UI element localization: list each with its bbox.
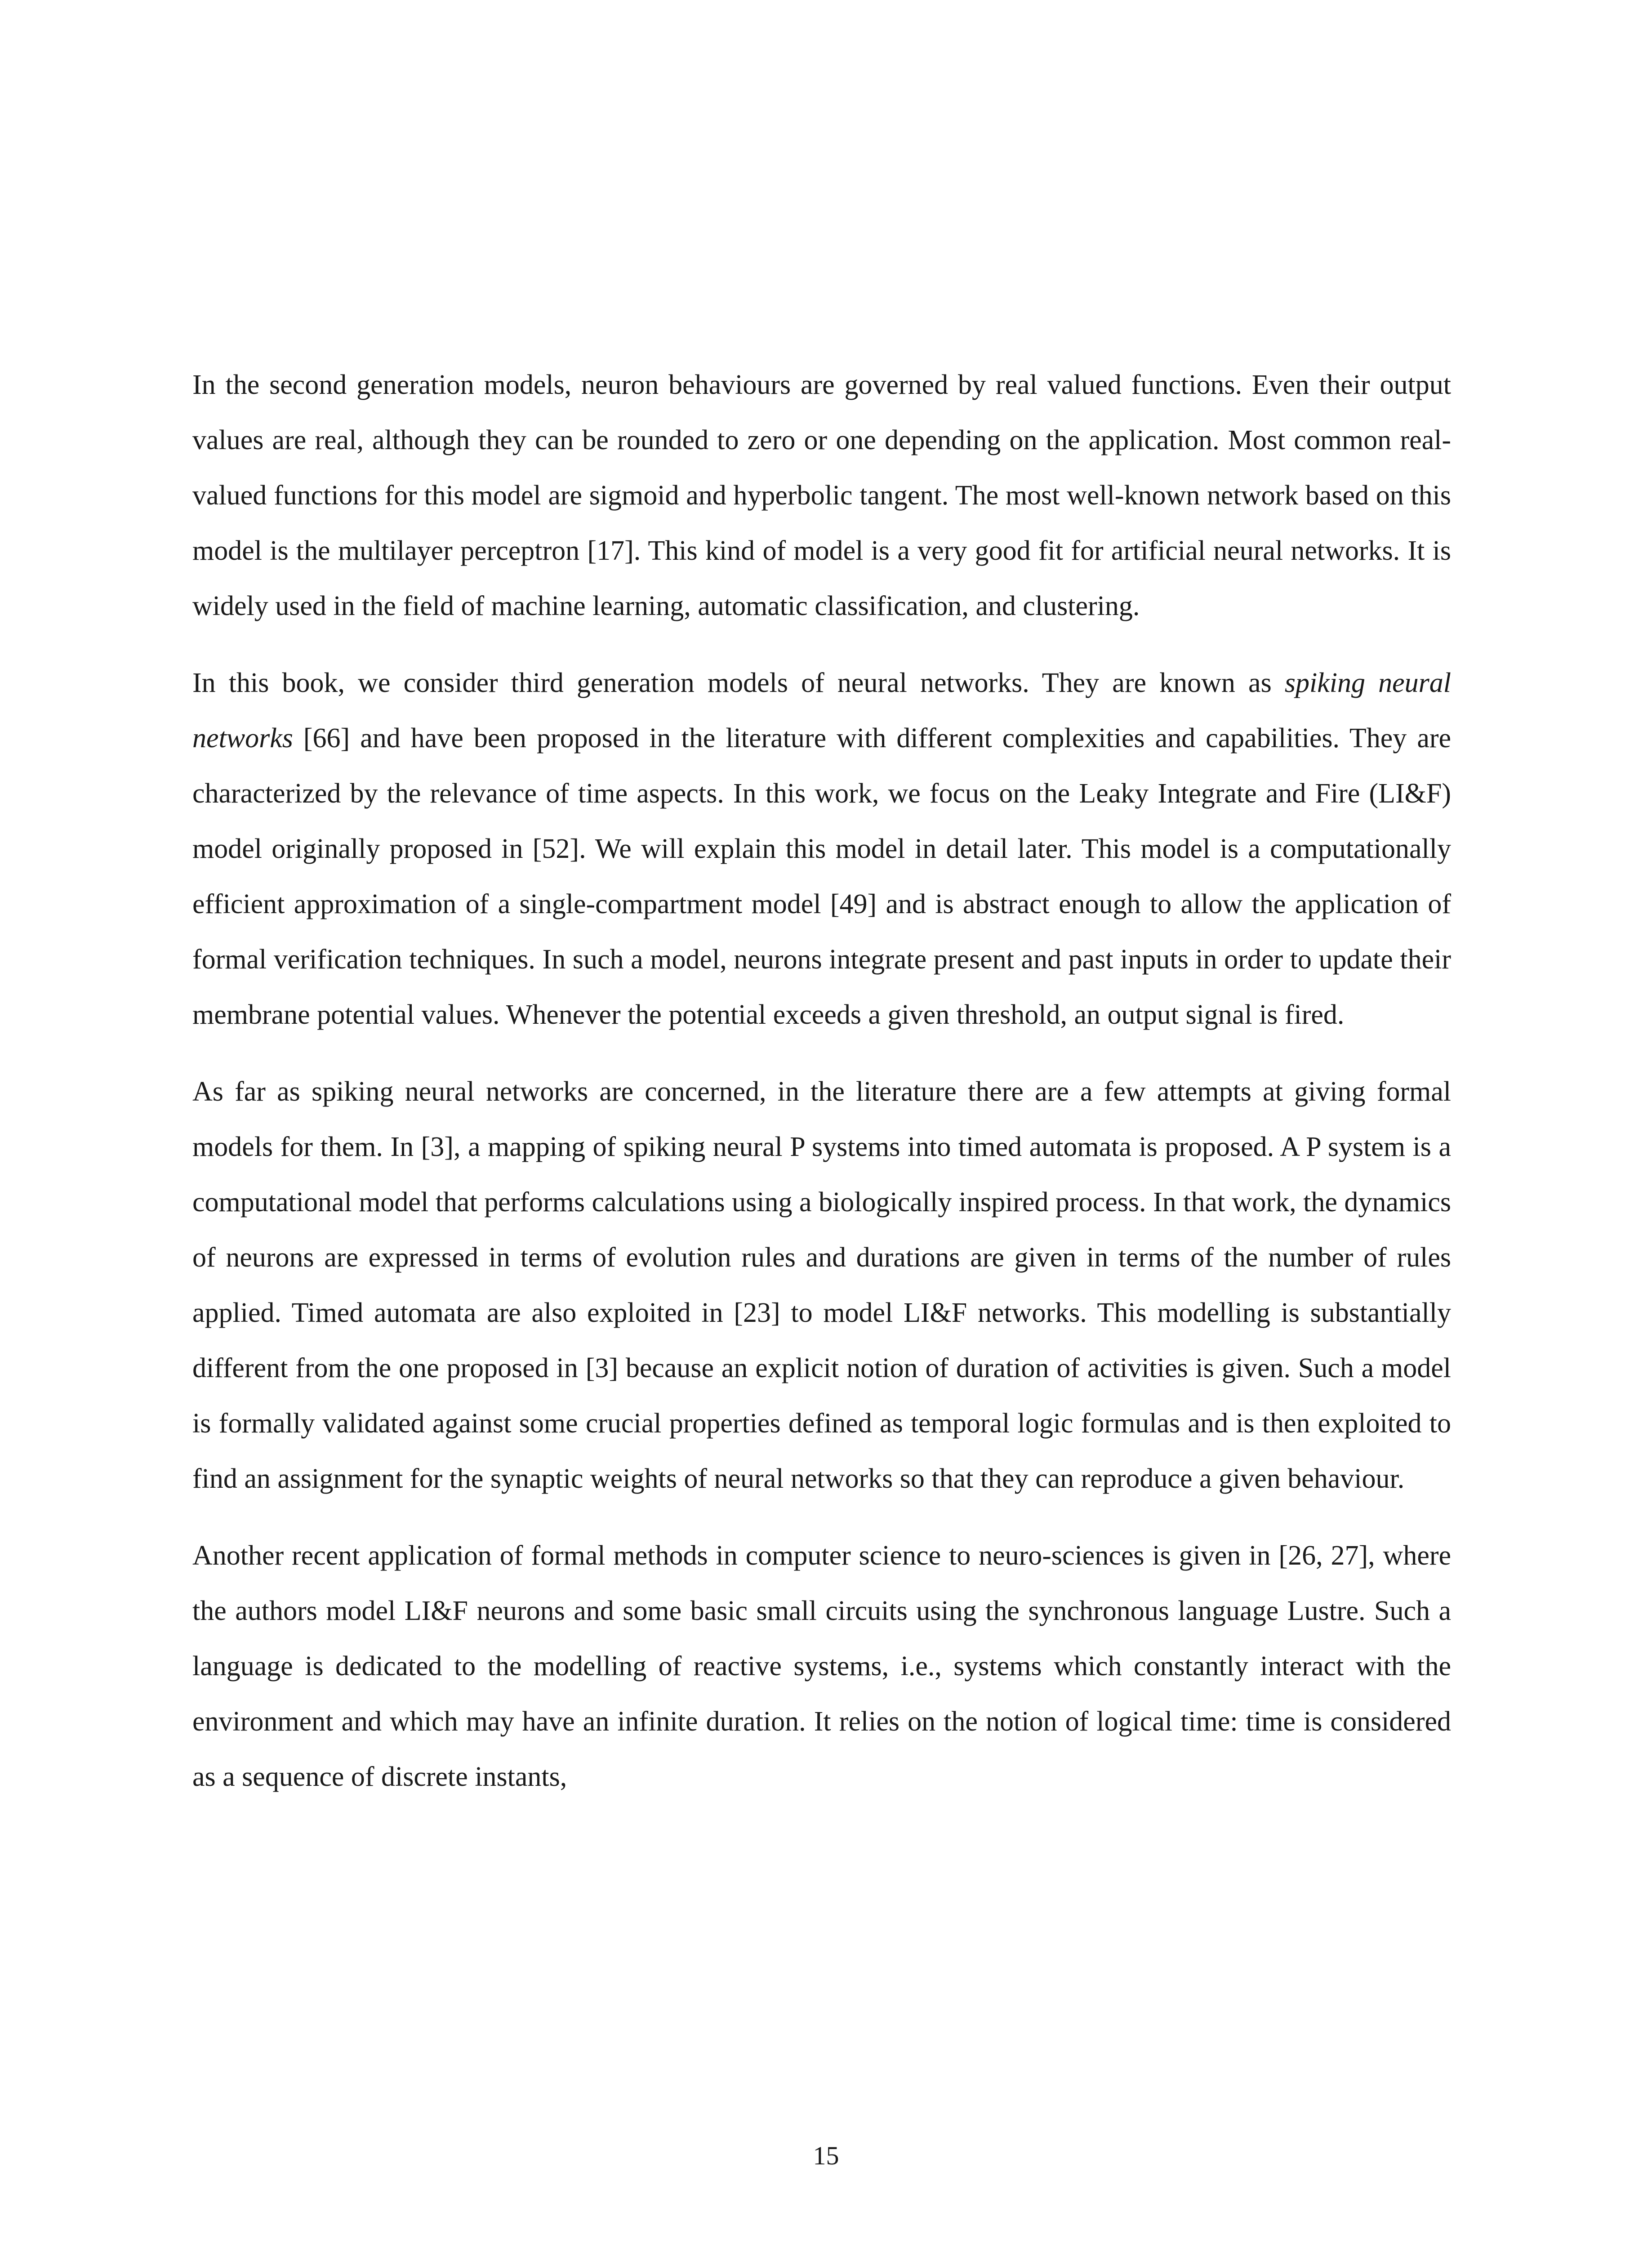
- paragraph-text: [66] and have been proposed in the literature with different complexities and capabilities. They are characterized by the relevance of time aspects. In this work, we focus on the Leaky Integrate and Fire (LI&F) model originally proposed in [52]. We will explain this model in detail later. This model is a computationally efficient approximation of a single-compartment model [49] and is abstract enough to allow the application of formal verification techniques. In such a model, neurons integrate present and past inputs in order to update their membrane potential values. Whenever the potential exceeds a given threshold, an output signal is fired.: [192, 723, 1451, 1030]
- paragraph-third-generation-models: [192, 656, 1451, 1043]
- paragraph-text: As far as spiking neural networks are concerned, in the literature there are a few attempts at giving formal models for them. In [3], a mapping of spiking neural P systems into timed automata is proposed. A P system is a computational model that performs calculations using a biologically inspired process. In that work, the dynamics of neurons are expressed in terms of evolution rules and durations are given in terms of the number of rules applied. Timed automata are also exploited in [23] to model LI&F networks. This modelling is substantially different from the one proposed in [3] because an explicit notion of duration of activities is given. Such a model is formally validated against some crucial properties defined as temporal logic formulas and is then exploited to find an assignment for the synaptic weights of neural networks so that they can reproduce a given behaviour.: [192, 1076, 1451, 1494]
- paragraph-lustre-application: [192, 1528, 1451, 1805]
- paragraph-text: In the second generation models, neuron behaviours are governed by real valued functions. Even their output values are real, although they can be rounded to zero or one depending on the application. Most common real-valued functions for this model are sigmoid and hyperbolic tangent. The most well-known network based on this model is the multilayer perceptron [17]. This kind of model is a very good fit for artificial neural networks. It is widely used in the field of machine learning, automatic classification, and clustering.: [192, 370, 1451, 621]
- paragraph-formal-models-snn: [192, 1064, 1451, 1507]
- paragraph-text: In this book, we consider third generation models of neural networks. They are known as: [192, 668, 1285, 698]
- paragraph-text: Another recent application of formal methods in computer science to neuro-sciences is given in [26, 27], where the authors model LI&F neurons and some basic small circuits using the synchronous language Lustre. Such a language is dedicated to the modelling of reactive systems, i.e., systems which constantly interact with the environment and which may have an infinite duration. It relies on the notion of logical time: time is considered as a sequence of discrete instants,: [192, 1540, 1451, 1792]
- page-number: 15: [813, 2141, 839, 2170]
- body-text: [192, 357, 1451, 1826]
- paragraph-second-generation-models: [192, 357, 1451, 634]
- italic-term: spiking neural networks: [192, 668, 1451, 754]
